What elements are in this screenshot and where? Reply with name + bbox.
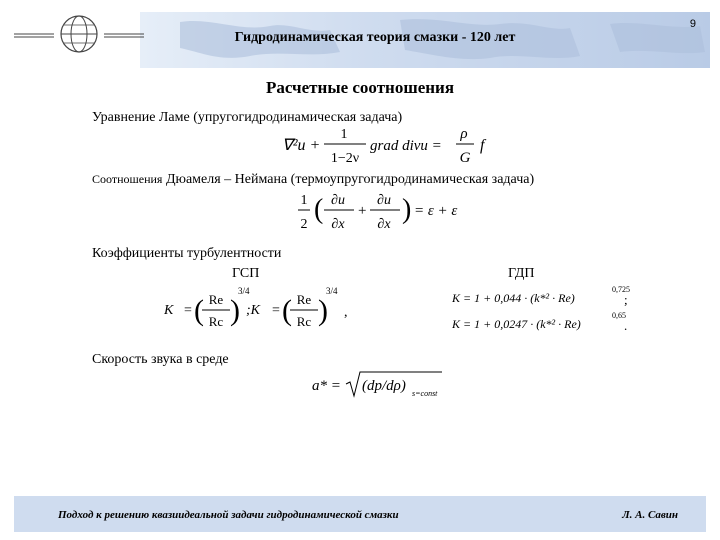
gdp-formula (452, 284, 642, 345)
sound-lhs: a* = (312, 378, 341, 394)
gsp-label: ГСП (232, 266, 260, 281)
gsp-exp2: 3/4 (326, 286, 338, 296)
gsp-exp1: 3/4 (238, 286, 250, 296)
footer-author: Л. А. Савин (622, 509, 678, 521)
turbulence-heading: Коэффициенты турбулентности (92, 246, 282, 261)
sound-formula (312, 368, 452, 407)
slide-title: Расчетные соотношения (265, 78, 455, 97)
lame-formula (282, 124, 502, 173)
gdp-exp1: 0,725 (612, 285, 630, 294)
sound-heading: Скорость звука в среде (92, 352, 229, 367)
header-title: Гидродинамическая теория смазки - 120 лет (234, 30, 516, 45)
gsp-paren2-close: ) (318, 294, 328, 327)
gdp-line1: K = 1 + 0,044 · (k*² · Re) (452, 291, 575, 305)
gsp-k1: K (164, 303, 174, 318)
gsp-end: , (344, 305, 348, 320)
gsp-re2: Re (296, 292, 312, 307)
footer-left-text: Подход к решению квазиидеальной задачи гидродинамической смазки (58, 509, 399, 521)
duhamel-d1-den: ∂x (331, 217, 345, 232)
page-number: 9 (689, 18, 696, 30)
duhamel-paren-close: ) (402, 194, 412, 225)
lame-frac-den: 1−2ν (330, 151, 360, 166)
duhamel-d2-den: ∂x (377, 217, 391, 232)
duhamel-d2-num: ∂u (377, 193, 391, 208)
gsp-sep: ;K (246, 303, 260, 318)
lame-lhs: ∇²u + (282, 137, 321, 154)
gsp-paren1-close: ) (230, 294, 240, 327)
gsp-eq2: = (272, 303, 280, 318)
sound-body: (dp/dρ) (362, 378, 406, 394)
lame-frac-num: 1 (340, 127, 348, 142)
sound-sub: s=const (412, 389, 438, 398)
duhamel-heading (92, 172, 534, 188)
footer-band (14, 496, 706, 532)
duhamel-plus: + (358, 203, 367, 219)
lame-heading: Уравнение Ламе (упругогидродинамическая задача) (92, 110, 403, 125)
gsp-eq1: = (184, 303, 192, 318)
gdp-end2: . (624, 318, 628, 333)
duhamel-half-num: 1 (300, 193, 308, 208)
lame-rhs: f (480, 137, 485, 154)
globe-logo-icon (14, 14, 144, 54)
gdp-label: ГДП (508, 266, 535, 281)
duhamel-d1-num: ∂u (331, 193, 345, 208)
gsp-rc2: Rc (296, 314, 312, 329)
lame-frac2-den: G (459, 150, 471, 166)
duhamel-rest: Дюамеля – Неймана (термоупругогидродинамическая задача) (165, 172, 535, 187)
lame-mid: grad divu = (370, 138, 442, 154)
gsp-re1: Re (208, 292, 224, 307)
header-band (0, 0, 720, 68)
gdp-end1: ; (624, 292, 628, 307)
gsp-paren2-open: ( (282, 294, 292, 327)
lame-frac2-num: ρ (460, 126, 468, 142)
duhamel-rhs: = ε + ε (414, 203, 458, 219)
duhamel-prefix: Соотношения (92, 172, 163, 186)
duhamel-paren-open: ( (314, 194, 324, 225)
gsp-paren1-open: ( (194, 294, 204, 327)
gsp-rc1: Rc (208, 314, 224, 329)
duhamel-half-den: 2 (300, 217, 308, 232)
gdp-line2: K = 1 + 0,0247 · (k*² · Re) (452, 317, 581, 331)
duhamel-formula (296, 188, 476, 243)
gsp-formula (164, 284, 364, 341)
gdp-exp2: 0,65 (612, 311, 626, 320)
